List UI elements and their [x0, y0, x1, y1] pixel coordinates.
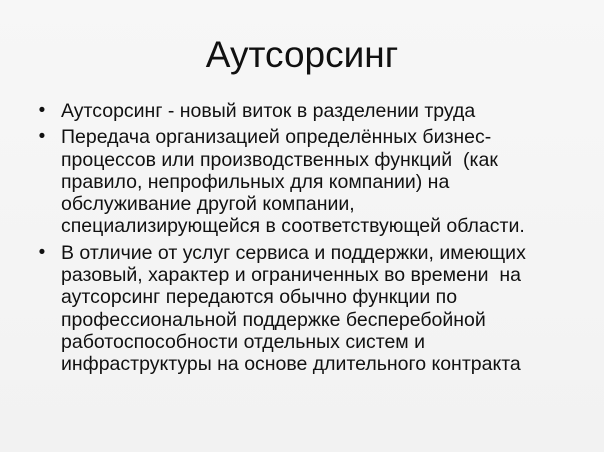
bullet-item-1 [36, 100, 584, 122]
bullet-2-line-2: процессов или производственных функций (как [61, 148, 498, 171]
bullet-3-line-4: профессиональной поддержке бесперебойной [61, 308, 486, 331]
bullet-3-line-2: разовый, характер и ограниченных во времени на [61, 264, 521, 287]
bullet-icon: • [38, 100, 46, 121]
bullet-list [36, 100, 584, 380]
slide-title: Аутсорсинг [205, 34, 399, 75]
bullet-icon: • [38, 241, 46, 263]
bullet-1-line-1: Аутсорсинг - новый виток в разделении труда [61, 100, 476, 122]
bullet-2-line-4: обслуживание другой компании, [61, 193, 355, 216]
bullet-3-line-6: инфраструктуры на основе длительного контракта [61, 353, 521, 376]
bullet-2-line-5: специализирующейся в соответствующей области. [61, 215, 525, 238]
bullet-2-line-1: Передача организацией определённых бизнес- [61, 126, 492, 149]
bullet-icon: • [38, 126, 46, 148]
bullet-3-line-5: работоспособности отдельных систем и [61, 330, 426, 353]
bullet-item-3 [36, 242, 584, 376]
bullet-3-line-1: В отличие от услуг сервиса и поддержки, имеющих [61, 241, 526, 264]
bullet-item-2 [36, 126, 584, 237]
bullet-3-line-3: аутсорсинг передаются обычно функции по [61, 286, 458, 309]
bullet-2-line-3: правило, непрофильных для компании) на [61, 170, 450, 193]
